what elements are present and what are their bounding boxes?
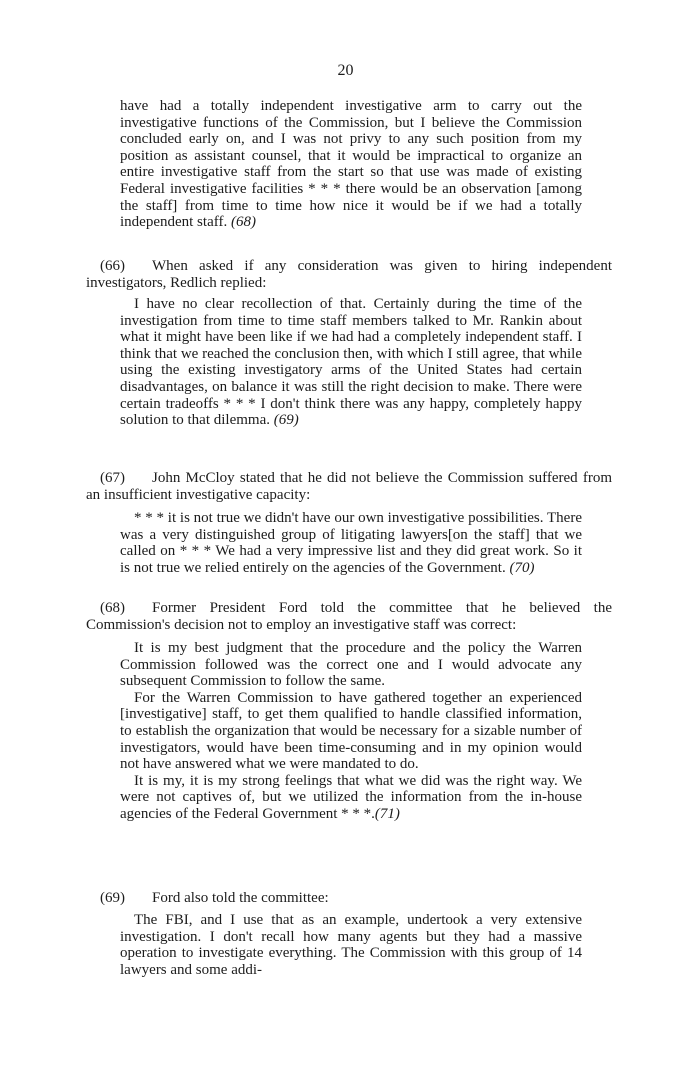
quote-paragraph: It is my best judgment that the procedure and the policy the Warren Commission followed was the correct one and I would advocate any subsequent Commission to follow the same.	[120, 640, 582, 690]
paragraph-text: Ford also told the committee:	[152, 890, 329, 906]
quote-block-4	[120, 640, 582, 823]
quote-block-1	[120, 98, 582, 231]
paragraph-66	[86, 258, 612, 291]
paragraph-text: Former President Ford told the committee that he believed the Commission's decision not to employ an investigative staff was correct:	[86, 600, 612, 633]
paragraph-number: (69)	[100, 890, 125, 906]
paragraph-69	[86, 890, 612, 907]
quote-block-5	[120, 912, 582, 978]
footnote-citation: (68)	[230, 214, 256, 231]
paragraph-number: (67)	[100, 470, 125, 486]
footnote-citation: (70)	[509, 559, 535, 576]
quote-block-2	[120, 296, 582, 429]
paragraph-text: John McCloy stated that he did not believe the Commission suffered from an insufficient investigative capacity:	[86, 470, 612, 503]
quote-text: * * * it is not true we didn't have our own investigative possibilities. There was a very distinguished group of litigating lawyers[on the staff] that we called on * * * We had a very impressive list and they did great work. So it is not true we relied entirely on the agencies of the Government.	[120, 510, 582, 576]
footnote-citation: (71)	[374, 805, 400, 822]
paragraph-67	[86, 470, 612, 503]
quote-paragraph	[120, 773, 582, 823]
quote-text: have had a totally independent investigative arm to carry out the investigative functions of the Commission, but I believe the Commission concluded early on, and I was not privy to any such position from my position as assistant counsel, that it would be impractical to organize an entire investigative staff from the start so that use was made of existing Federal investigative facilities * * * there would be an observation [among the staff] from time to time how nice it would be if we had a totally independent staff.	[120, 98, 582, 231]
footnote-citation: (69)	[273, 412, 299, 429]
quote-block-3	[120, 510, 582, 576]
paragraph-number: (68)	[100, 600, 125, 616]
quote-paragraph-text: It is my, it is my strong feelings that what we did was the right way. We were not captives of, but we utilized the information from the in-house agencies of the Federal Government * * *.	[120, 772, 582, 822]
paragraph-number: (66)	[100, 258, 125, 274]
page-number: 20	[337, 62, 354, 79]
quote-text: The FBI, and I use that as an example, undertook a very extensive investigation. I don't recall how many agents but they had a massive operation to investigate everything. The Commission with this group of 14 lawyers and some addi-	[120, 912, 582, 978]
quote-paragraph: For the Warren Commission to have gathered together an experienced [investigative] staff, to get them qualified to handle classified information, to establish the organization that would be necessary for a sizable number of investigators, would have been time-consuming and in my opinion would not have answered what we were mandated to do.	[120, 689, 582, 773]
paragraph-68	[86, 600, 612, 633]
quote-text: I have no clear recollection of that. Certainly during the time of the investigation from time to time staff members talked to Mr. Rankin about what it might have been like if we had had a completely independent staff. I think that we reached the conclusion then, with which I still agree, that while using the existing investigatory arms of the United States had certain disadvantages, on balance it was still the right decision to make. There were certain tradeoffs * * * I don't think there was any happy, completely happy solution to that dilemma.	[120, 296, 582, 429]
paragraph-text: When asked if any consideration was given to hiring independent investigators, Redlich replied:	[86, 258, 612, 291]
